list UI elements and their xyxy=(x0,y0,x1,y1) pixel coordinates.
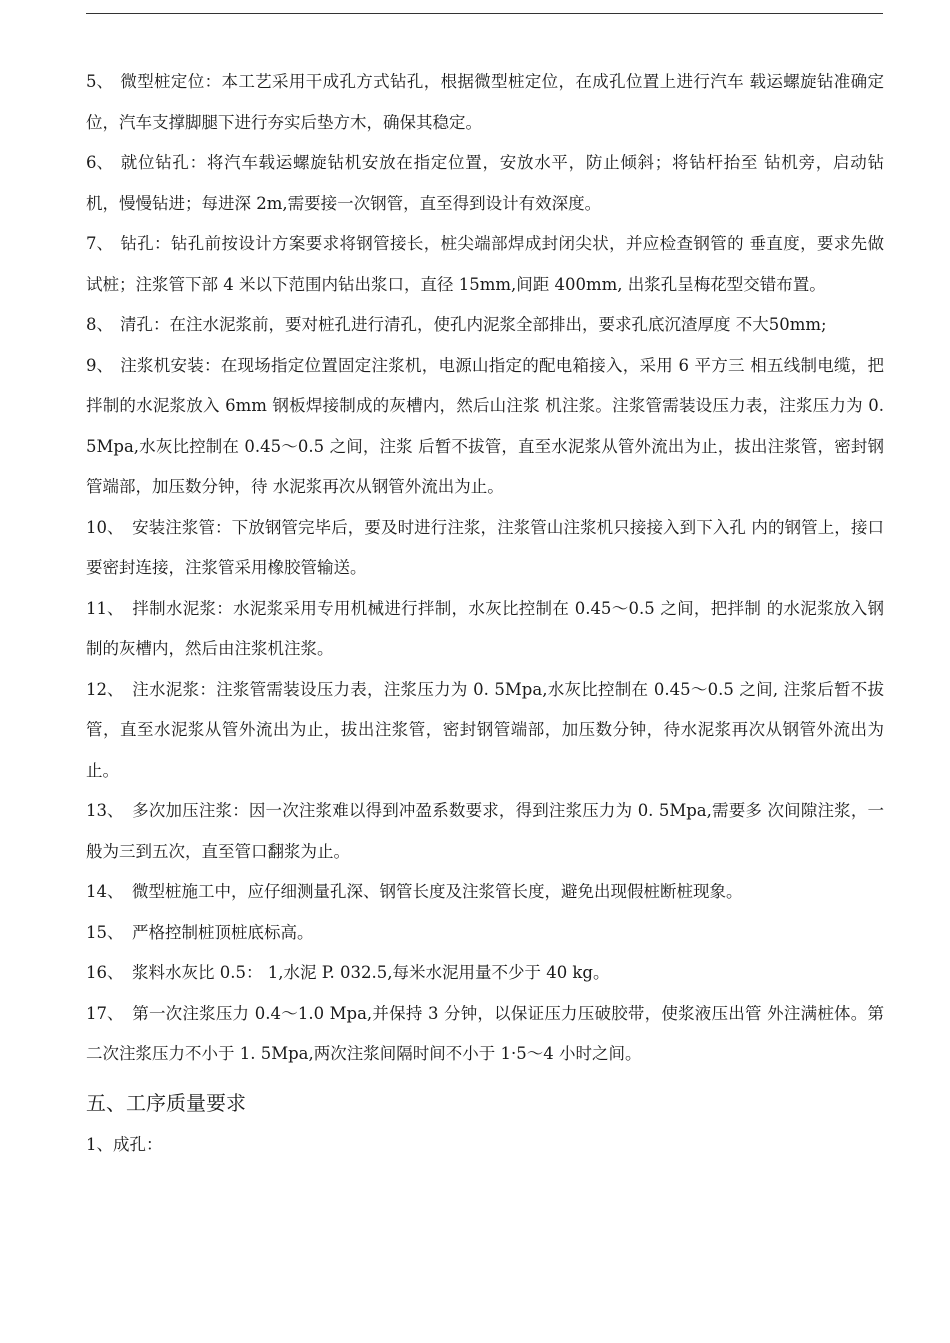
list-item-8 xyxy=(86,305,884,346)
item-text: 浆料水灰比 0.5： 1,水泥 P. 032.5,每米水泥用量不少于 40 kg。 xyxy=(132,963,610,982)
list-item-12 xyxy=(86,670,884,792)
list-item-11 xyxy=(86,589,884,670)
item-number: 8、 xyxy=(86,315,113,334)
item-text: 微型桩施工中，应仔细测量孔深、钢管长度及注浆管长度，避免出现假桩断桩现象。 xyxy=(132,882,743,901)
item-number: 6、 xyxy=(86,153,113,172)
item-text: 严格控制桩顶桩底标高。 xyxy=(132,922,314,942)
header-rule xyxy=(86,13,883,14)
item-number: 7、 xyxy=(86,234,113,253)
list-item-16 xyxy=(86,953,884,994)
item-text: 多次加压注浆：因一次注浆难以得到冲盈系数要求，得到注浆压力为 0. 5Mpa,需要多 次间隙注浆，一般为三到五次，直至管口翻浆为止。 xyxy=(86,801,884,861)
item-number: 16、 xyxy=(86,963,124,982)
item-text: 注水泥浆：注浆管需装设压力表，注浆压力为 0. 5Mpa,水灰比控制在 0.45〜0.5 之间, 注浆后暂不拔管，直至水泥浆从管外流出为止，拔出注浆管，密封钢管端部，加压数分钟，待水泥浆再次从钢管外流出为止。 xyxy=(86,679,884,780)
list-item-15 xyxy=(86,913,884,954)
list-item-9 xyxy=(86,346,884,508)
list-item-14 xyxy=(86,872,884,913)
item-text: 清孔：在注水泥浆前，要对桩孔进行清孔，使孔内泥浆全部排出，要求孔底沉渣厚度 不大50mm; xyxy=(120,315,827,334)
item-number: 13、 xyxy=(86,801,124,820)
item-text: 拌制水泥浆：水泥浆采用专用机械进行拌制，水灰比控制在 0.45〜0.5 之间，把拌制 的水泥浆放入钢制的灰槽内，然后由注浆机注浆。 xyxy=(86,598,884,658)
item-text: 钻孔：钻孔前按设计方案要求将钢管接长，桩尖端部焊成封闭尖状，并应检查钢管的 垂直度，要求先做试桩；注浆管下部 4 米以下范围内钻出浆口，直径 15mm,间距 400mm, 出浆孔呈梅花型交错布置。 xyxy=(86,234,884,294)
document-body xyxy=(86,62,884,1165)
item-number: 11、 xyxy=(86,598,124,618)
list-item-5 xyxy=(86,62,884,143)
item-number: 17、 xyxy=(86,1003,124,1023)
item-number: 12、 xyxy=(86,679,124,699)
item-number: 5、 xyxy=(86,72,113,91)
item-text: 注浆机安装：在现场指定位置固定注浆机，电源山指定的配电箱接入，采用 6 平方三 相五线制电缆，把拌制的水泥浆放入 6mm 钢板焊接制成的灰槽内，然后山注浆 机注浆。注浆管需装设压力表，注浆压力为 0. 5Mpa,水灰比控制在 0.45〜0.5 之间，注浆 后暂不拔管，直至水泥浆从管外流出为止，拔出注浆管，密封钢管端部，加压数分钟，待 水泥浆再次从钢管外流出为止。 xyxy=(86,355,884,496)
item-text: 安装注浆管：下放钢管完毕后，要及时进行注浆，注浆管山注浆机只接接入到下入孔 内的钢管上，接口要密封连接，注浆管采用橡胶管输送。 xyxy=(86,517,884,577)
item-text: 第一次注浆压力 0.4〜1.0 Mpa,并保持 3 分钟，以保证压力压破胶带，使浆液压出管 外注满桩体。第二次注浆压力不小于 1. 5Mpa,两次注浆间隔时间不小于 1·5〜4 小时之间。 xyxy=(86,1003,884,1063)
section-heading: 五、工序质量要求 xyxy=(86,1090,246,1115)
item-text: 微型桩定位：本工艺采用干成孔方式钻孔，根据微型桩定位，在成孔位置上进行汽车 载运螺旋钻准确定位，汽车支撑脚腿下进行夯实后垫方木，确保其稳定。 xyxy=(86,72,884,132)
list-item-7 xyxy=(86,224,884,305)
item-number: 9、 xyxy=(86,355,113,375)
sub-item-heading: 1、成孔： xyxy=(86,1134,163,1154)
list-item-13 xyxy=(86,791,884,872)
list-item-10 xyxy=(86,508,884,589)
item-number: 14、 xyxy=(86,882,124,901)
list-item-17 xyxy=(86,994,884,1075)
item-text: 就位钻孔：将汽车载运螺旋钻机安放在指定位置，安放水平，防止倾斜；将钻杆抬至 钻机旁，启动钻机，慢慢钻进；每进深 2m,需要接一次钢管，直至得到设计有效深度。 xyxy=(86,153,884,213)
item-number: 10、 xyxy=(86,517,124,537)
item-number: 15、 xyxy=(86,922,124,942)
list-item-6 xyxy=(86,143,884,224)
